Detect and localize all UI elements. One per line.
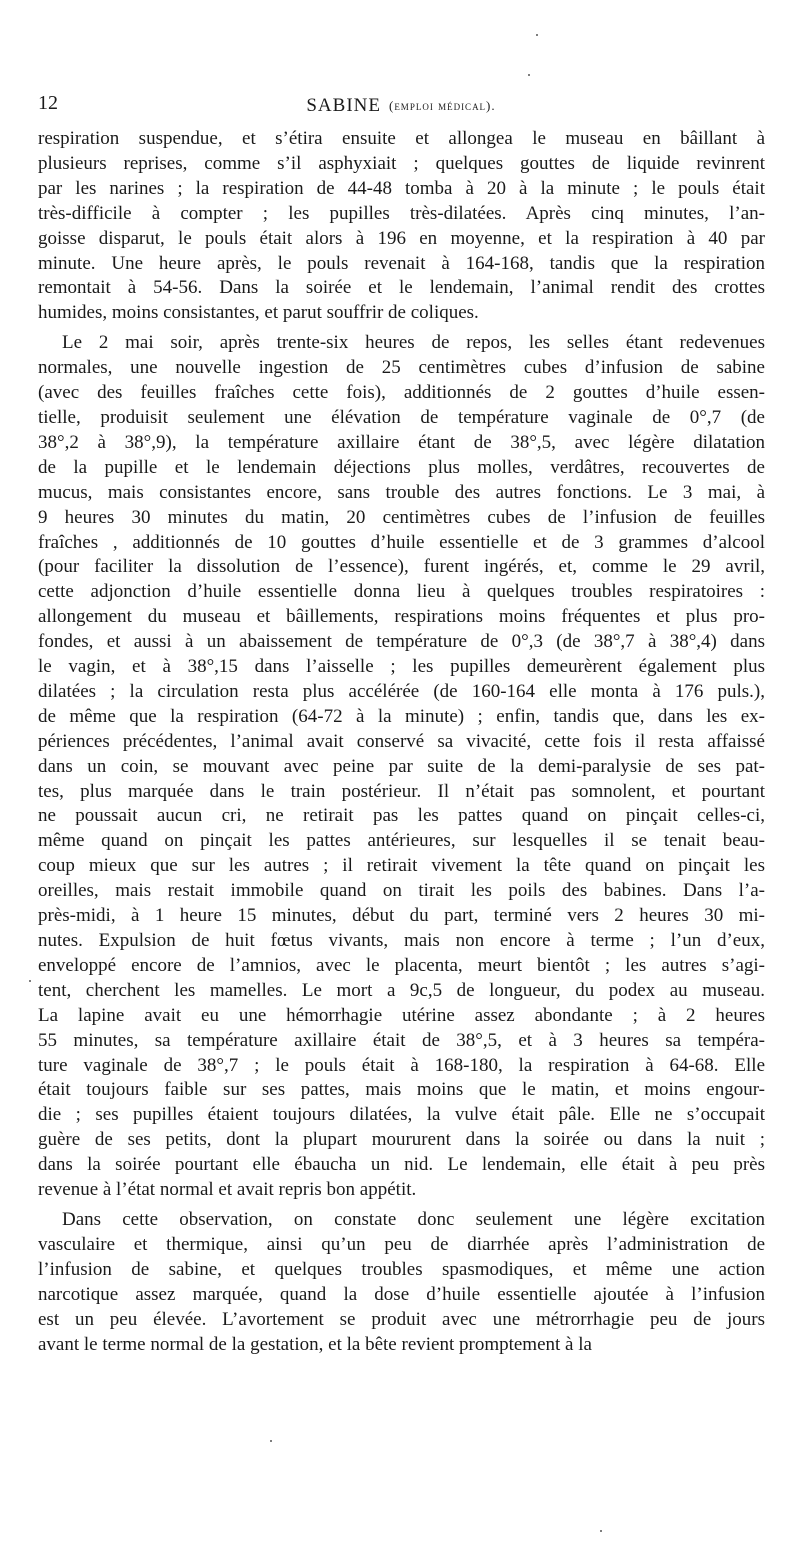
- paragraph: [38, 331, 765, 1203]
- text-line: était toujours faible sur ses pattes, mais moins que le matin, et moins engour-: [38, 1079, 765, 1101]
- print-speck: [600, 1530, 602, 1532]
- text-line: die ; ses pupilles étaient toujours dilatées, la vulve était pâle. Elle ne s’occupait: [38, 1104, 765, 1126]
- text-line: l’infusion de sabine, et quelques troubles spasmodiques, et même une action: [38, 1258, 765, 1280]
- text-line: (avec des feuilles fraîches cette fois), additionnés de 2 gouttes d’huile essen-: [38, 382, 765, 404]
- text-line: minute. Une heure après, le pouls revenait à 164-168, tandis que la respiration: [38, 252, 765, 274]
- text-line: tent, cherchent les mamelles. Le mort a 9c,5 de longueur, du podex au museau.: [38, 979, 765, 1001]
- text-line: dans la soirée pourtant elle ébaucha un nid. Le lendemain, elle était à peu près: [38, 1154, 765, 1176]
- text-line: tes, plus marquée dans le train postérieur. Il n’était pas somnolent, et pourtant: [38, 780, 765, 802]
- text-line: de la pupille et le lendemain déjections plus molles, verdâtres, recouvertes de: [38, 456, 765, 478]
- text-line: même quand on pinçait les pattes antérieures, sur lesquelles il se tenait beau-: [38, 830, 765, 852]
- text-line: remontait à 54-56. Dans la soirée et le lendemain, l’animal rendit des crottes: [38, 277, 765, 299]
- text-line: près-midi, à 1 heure 15 minutes, début du part, terminé vers 2 heures 30 mi-: [38, 905, 765, 927]
- text-line: ture vaginale de 38°,7 ; le pouls était à 168-180, la respiration à 64-68. Elle: [38, 1054, 765, 1076]
- text-line: coup mieux que sur les autres ; il retirait vivement la tête quand on pinçait les: [38, 855, 765, 877]
- text-line: fraîches , additionnés de 10 gouttes d’huile essentielle et de 3 grammes d’alcool: [38, 531, 765, 553]
- text-line: enveloppé encore de l’amnios, avec le placenta, meurt bientôt ; les autres s’agi-: [38, 954, 765, 976]
- text-line: oreilles, mais restait immobile quand on tirait les poils des babines. Dans l’a-: [38, 880, 765, 902]
- text-line: nutes. Expulsion de huit fœtus vivants, mais non encore à terme ; l’un d’eux,: [38, 930, 765, 951]
- print-speck: [29, 980, 31, 982]
- text-line: revenue à l’état normal et avait repris bon appétit.: [38, 1179, 417, 1201]
- page-number: 12: [38, 92, 58, 114]
- text-line: humides, moins consistantes, et parut souffrir de coliques.: [38, 302, 479, 324]
- page-body: [38, 127, 765, 1357]
- text-line: dilatées ; la circulation resta plus accélérée (de 160-164 elle monta à 176 puls.),: [38, 680, 765, 702]
- print-speck: [270, 1440, 272, 1442]
- running-subtitle: (emploi médical).: [388, 98, 496, 113]
- print-speck: [528, 74, 530, 76]
- text-line: respiration suspendue, et s’étira ensuite et allongea le museau en bâillant à: [38, 128, 765, 149]
- text-line: (pour faciliter la dissolution de l’essence), furent ingérés, et, comme le 29 avril,: [38, 556, 765, 578]
- text-line: avant le terme normal de la gestation, et la bête revient promptement à la: [38, 1333, 592, 1355]
- text-line: allongement du museau et bâillements, respirations moins fréquentes et plus pro-: [38, 606, 765, 628]
- print-speck: [536, 34, 538, 36]
- text-line: périences précédentes, l’animal avait conservé sa vivacité, cette fois il resta affaissé: [38, 730, 765, 752]
- text-line: Le 2 mai soir, après trente-six heures de repos, les selles étant redevenues: [62, 332, 765, 354]
- text-line: normales, une nouvelle ingestion de 25 centimètres cubes d’infusion de sabine: [38, 357, 765, 379]
- running-title: SABINE: [306, 95, 381, 116]
- running-head: [38, 92, 764, 120]
- text-line: vasculaire et thermique, ainsi qu’un peu de diarrhée après l’administration de: [38, 1233, 765, 1255]
- text-line: 9 heures 30 minutes du matin, 20 centimètres cubes de l’infusion de feuilles: [38, 506, 765, 528]
- text-line: goisse disparut, le pouls était alors à 196 en moyenne, et la respiration à 40 par: [38, 227, 765, 249]
- text-line: très-difficile à compter ; les pupilles très-dilatées. Après cinq minutes, l’an-: [38, 202, 765, 224]
- text-line: narcotique assez marquée, quand la dose d’huile essentielle ajoutée à l’infusion: [38, 1283, 765, 1305]
- text-line: mucus, mais consistantes encore, sans trouble des autres fonctions. Le 3 mai, à: [38, 481, 765, 503]
- text-line: dans un coin, se mouvant avec peine par suite de la demi-paralysie de ses pat-: [38, 755, 765, 777]
- text-line: par les narines ; la respiration de 44-48 tomba à 20 à la minute ; le pouls était: [38, 177, 765, 199]
- text-line: de même que la respiration (64-72 à la minute) ; enfin, tandis que, dans les ex-: [38, 705, 765, 727]
- text-line: 55 minutes, sa température axillaire était de 38°,5, et à 3 heures sa tempéra-: [38, 1029, 765, 1051]
- text-line: fondes, et aussi à un abaissement de température de 0°,3 (de 38°,7 à 38°,4) dans: [38, 631, 765, 653]
- paragraph: [38, 127, 765, 326]
- text-line: ne poussait aucun cri, ne retirait pas les pattes quand on pinçait celles-ci,: [38, 805, 765, 827]
- text-line: cette adjonction d’huile essentielle donna lieu à quelques troubles respiratoires :: [38, 581, 765, 603]
- text-line: Dans cette observation, on constate donc seulement une légère excitation: [62, 1208, 765, 1230]
- text-line: le vagin, et à 38°,15 dans l’aisselle ; les pupilles demeurèrent également plus: [38, 656, 765, 678]
- text-line: 38°,2 à 38°,9), la température axillaire étant de 38°,5, avec légère dilatation: [38, 431, 765, 453]
- paragraph: [38, 1208, 765, 1357]
- text-line: tielle, produisit seulement une élévation de température vaginale de 0°,7 (de: [38, 406, 765, 428]
- text-line: plusieurs reprises, comme s’il asphyxiait ; quelques gouttes de liquide revinrent: [38, 152, 765, 174]
- text-line: guère de ses petits, dont la plupart moururent dans la soirée ou dans la nuit ;: [38, 1129, 765, 1151]
- text-line: est un peu élevée. L’avortement se produit avec une métrorrhagie peu de jours: [38, 1308, 765, 1330]
- text-line: La lapine avait eu une hémorrhagie utérine assez abondante ; à 2 heures: [38, 1004, 765, 1026]
